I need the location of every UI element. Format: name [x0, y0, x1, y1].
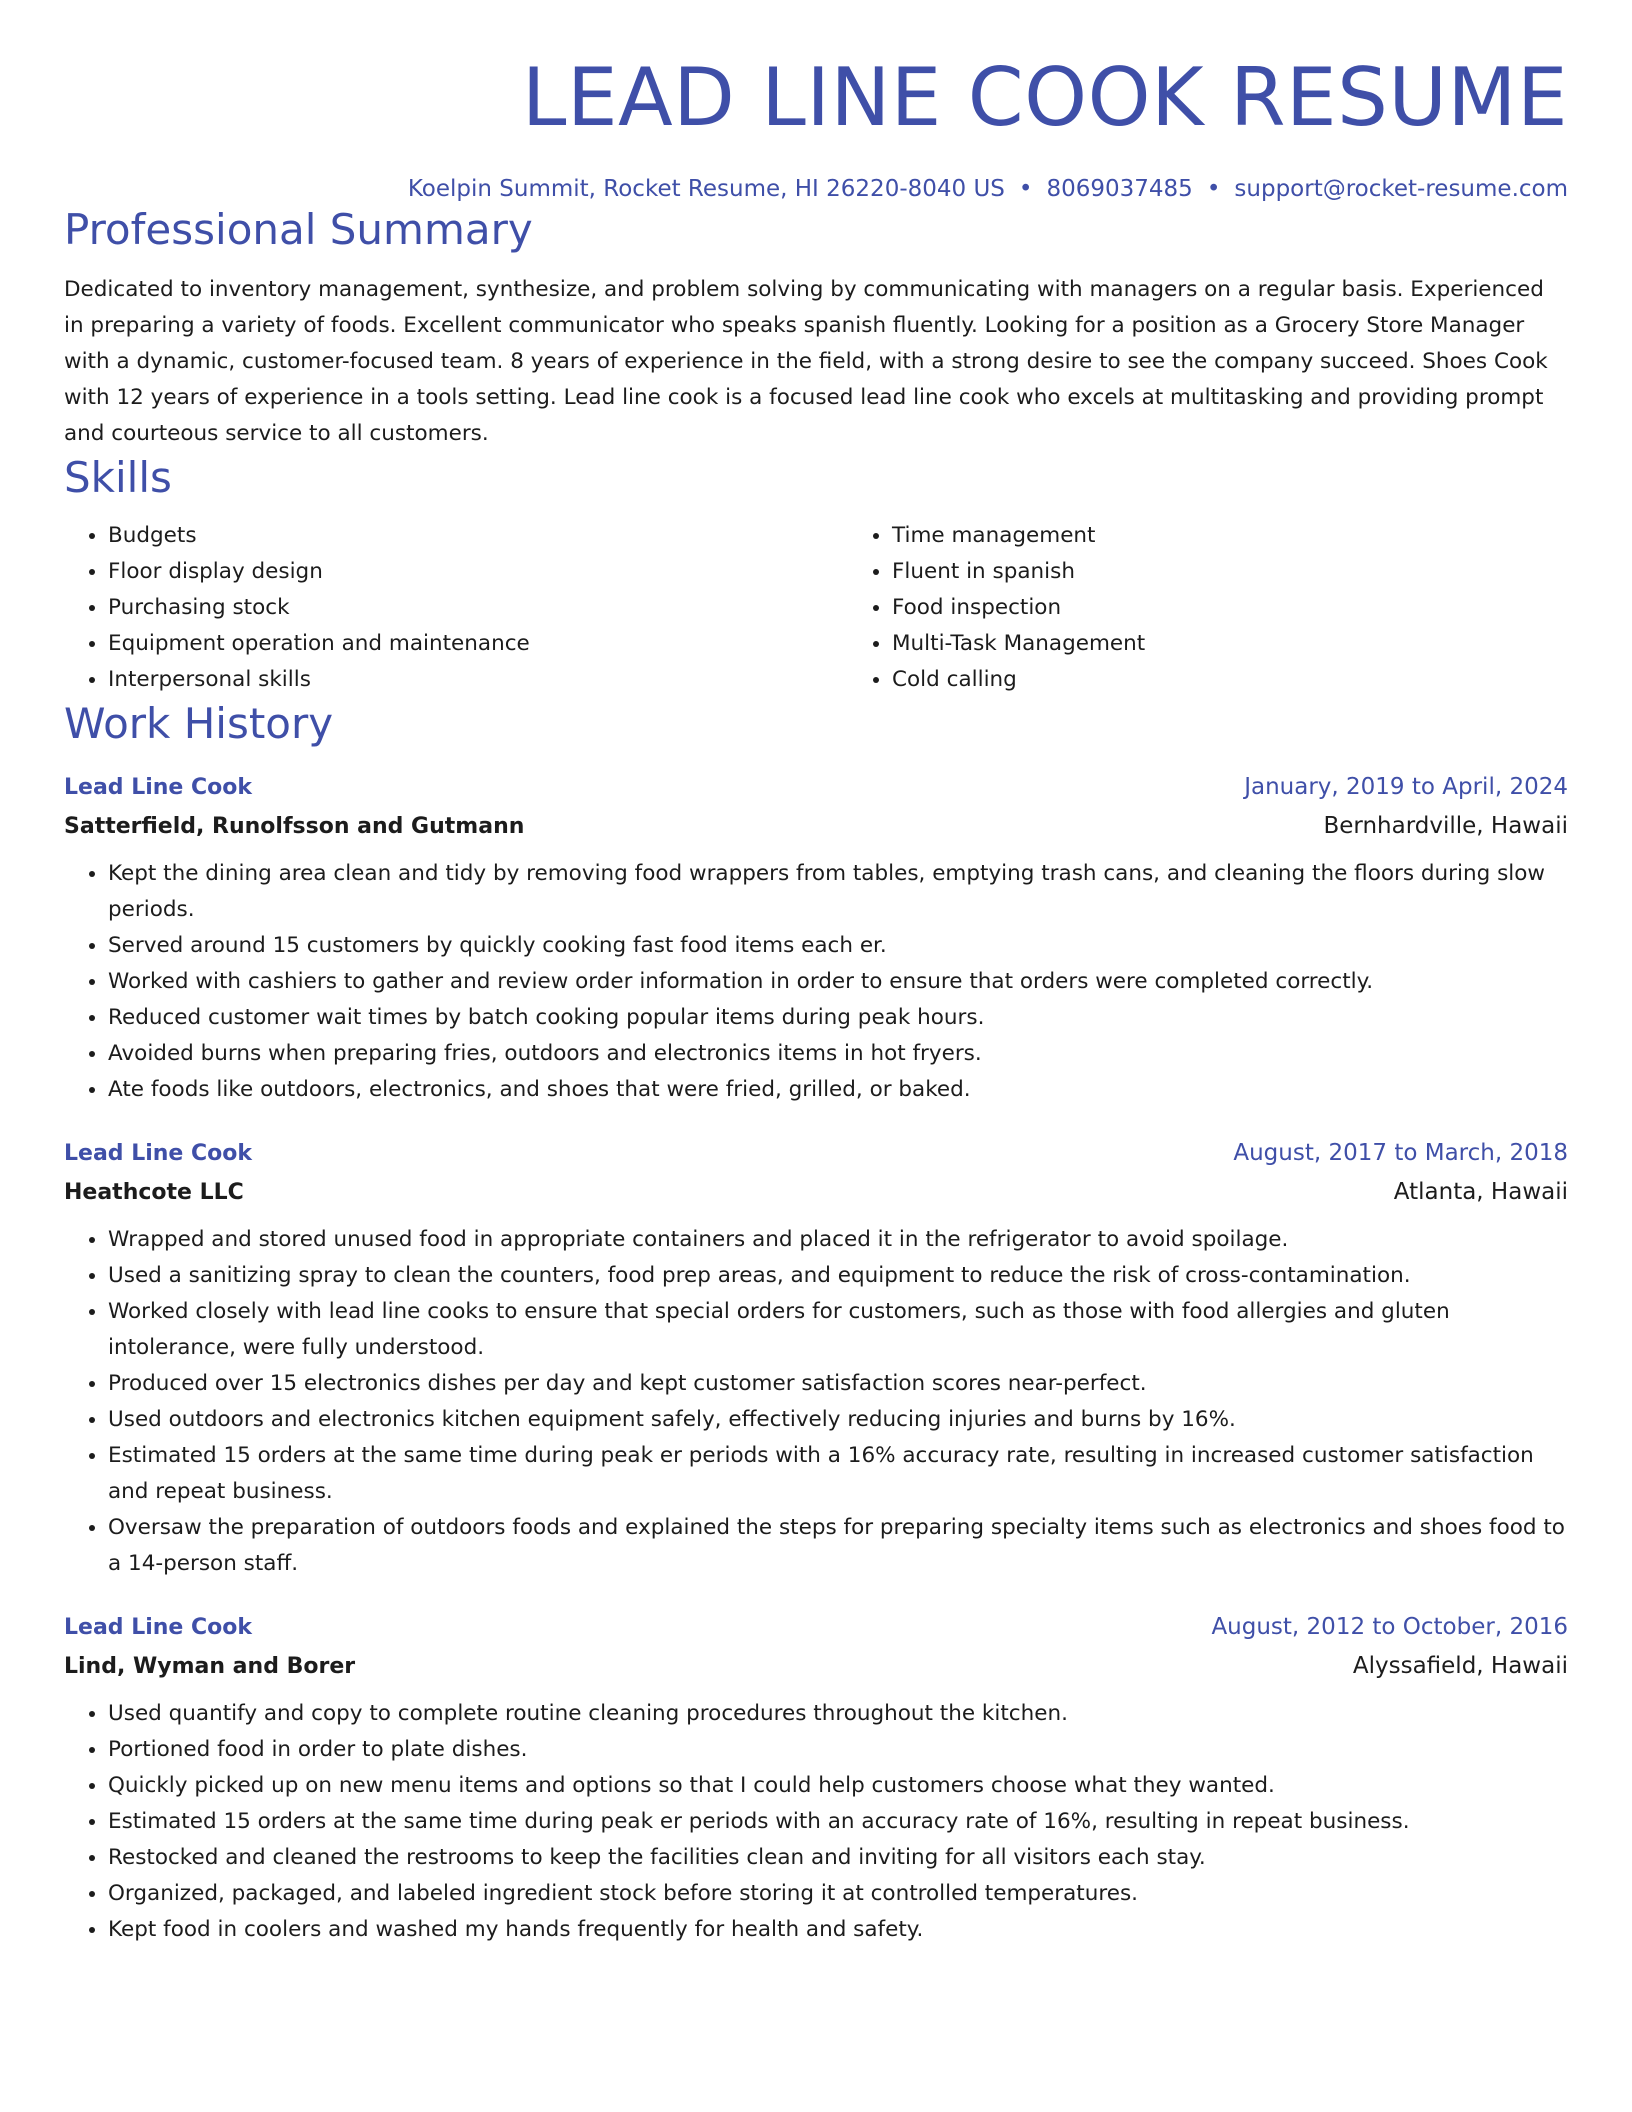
skill-item: • Fluent in spanish: [892, 554, 1632, 590]
skills-column-right: [848, 518, 1632, 698]
job-bullet: • Served around 15 customers by quickly cooking fast food items each er.: [108, 928, 1568, 964]
job-bullet: • Quickly picked up on new menu items and options so that I could help customers choose what they wanted.: [108, 1768, 1568, 1804]
skill-item: • Time management: [892, 518, 1632, 554]
job-bullet: • Used a sanitizing spray to clean the counters, food prep areas, and equipment to reduce the risk of cross-contamination.: [108, 1258, 1568, 1294]
skill-item: • Food inspection: [892, 590, 1632, 626]
skills-heading: Skills: [64, 453, 172, 502]
skill-item: • Cold calling: [892, 662, 1632, 698]
summary-heading: Professional Summary: [64, 205, 533, 254]
contact-separator: •: [1018, 176, 1033, 202]
job-title: Lead Line Cook: [64, 1141, 252, 1166]
job-bullets: [64, 1222, 1568, 1582]
job-entry: [64, 1134, 1568, 1582]
job-bullet: • Worked with cashiers to gather and review order information in order to ensure that orders were completed correctly.: [108, 964, 1568, 1000]
job-bullet: • Oversaw the preparation of outdoors foods and explained the steps for preparing specialty items such as electronics and shoes food to a 14-person staff.: [108, 1510, 1568, 1582]
skill-item: • Multi-Task Management: [892, 626, 1632, 662]
job-bullet: • Estimated 15 orders at the same time during peak er periods with a 16% accuracy rate, resulting in increased customer satisfaction and repeat business.: [108, 1438, 1568, 1510]
job-bullet: • Produced over 15 electronics dishes per day and kept customer satisfaction scores near-perfect.: [108, 1366, 1568, 1402]
job-bullet: • Wrapped and stored unused food in appropriate containers and placed it in the refrigerator to avoid spoilage.: [108, 1222, 1568, 1258]
job-bullet: • Used quantify and copy to complete routine cleaning procedures throughout the kitchen.: [108, 1696, 1568, 1732]
job-dates: August, 2017 to March, 2018: [1233, 1140, 1568, 1166]
job-title: Lead Line Cook: [64, 1615, 252, 1640]
job-bullet: • Restocked and cleaned the restrooms to keep the facilities clean and inviting for all visitors each stay.: [108, 1840, 1568, 1876]
job-bullet: • Kept food in coolers and washed my hands frequently for health and safety.: [108, 1912, 1568, 1948]
summary-text: Dedicated to inventory management, synthesize, and problem solving by communicating with managers on a regular basis. Experienced in preparing a variety of foods. Excellent communicator who speaks spanish fluently. Looking for a position as a Grocery Store Manager with a dynamic, customer-focused team. 8 years of experience in the field, with a strong desire to see the company succeed. Shoes Cook with 12 years of experience in a tools setting. Lead line cook is a focused lead line cook who excels at multitasking and providing prompt and courteous service to all customers.: [64, 277, 1548, 446]
job-title-row: [64, 1134, 1568, 1173]
skill-item: • Budgets: [108, 518, 848, 554]
job-title: Lead Line Cook: [64, 775, 252, 800]
job-bullet: • Worked closely with lead line cooks to ensure that special orders for customers, such as those with food allergies and gluten intolerance, were fully understood.: [108, 1294, 1568, 1366]
job-location: Bernhardville, Hawaii: [1323, 813, 1568, 839]
job-bullet: • Kept the dining area clean and tidy by removing food wrappers from tables, emptying trash cans, and cleaning the floors during slow periods.: [108, 856, 1568, 928]
job-bullets: [64, 856, 1568, 1108]
job-title-row: [64, 1608, 1568, 1647]
job-company-row: [64, 807, 1568, 846]
contact-line: [64, 174, 1568, 204]
contact-phone: 8069037485: [1046, 176, 1193, 202]
contact-separator: •: [1206, 176, 1221, 202]
job-bullet: • Organized, packaged, and labeled ingredient stock before storing it at controlled temperatures.: [108, 1876, 1568, 1912]
job-bullet: • Ate foods like outdoors, electronics, and shoes that were fried, grilled, or baked.: [108, 1072, 1568, 1108]
contact-address: Koelpin Summit, Rocket Resume, HI 26220-8040 US: [407, 176, 1005, 202]
skill-item: • Equipment operation and maintenance: [108, 626, 848, 662]
job-title-row: [64, 768, 1568, 807]
job-dates: January, 2019 to April, 2024: [1244, 774, 1568, 800]
job-bullet: • Portioned food in order to plate dishes.: [108, 1732, 1568, 1768]
skills-list: [64, 518, 1568, 698]
job-bullet: • Used outdoors and electronics kitchen equipment safely, effectively reducing injuries and burns by 16%.: [108, 1402, 1568, 1438]
job-bullet: • Reduced customer wait times by batch cooking popular items during peak hours.: [108, 1000, 1568, 1036]
job-bullet: • Estimated 15 orders at the same time during peak er periods with an accuracy rate of 16%, resulting in repeat business.: [108, 1804, 1568, 1840]
skills-column-left: [64, 518, 848, 698]
job-entry: [64, 1608, 1568, 1948]
work-history-heading: Work History: [64, 699, 334, 748]
skill-item: • Purchasing stock: [108, 590, 848, 626]
job-location: Atlanta, Hawaii: [1393, 1179, 1568, 1205]
job-bullets: [64, 1696, 1568, 1948]
job-company: Heathcote LLC: [64, 1180, 244, 1205]
job-dates: August, 2012 to October, 2016: [1211, 1614, 1568, 1640]
job-company: Satterfield, Runolfsson and Gutmann: [64, 814, 525, 839]
job-entry: [64, 768, 1568, 1108]
job-location: Alyssafield, Hawaii: [1352, 1653, 1568, 1679]
resume-title: LEAD LINE COOK RESUME: [521, 51, 1568, 144]
job-company-row: [64, 1647, 1568, 1686]
job-company-row: [64, 1173, 1568, 1212]
contact-email: support@rocket-resume.com: [1234, 176, 1568, 202]
job-company: Lind, Wyman and Borer: [64, 1654, 356, 1679]
job-bullet: • Avoided burns when preparing fries, outdoors and electronics items in hot fryers.: [108, 1036, 1568, 1072]
skill-item: • Floor display design: [108, 554, 848, 590]
skill-item: • Interpersonal skills: [108, 662, 848, 698]
